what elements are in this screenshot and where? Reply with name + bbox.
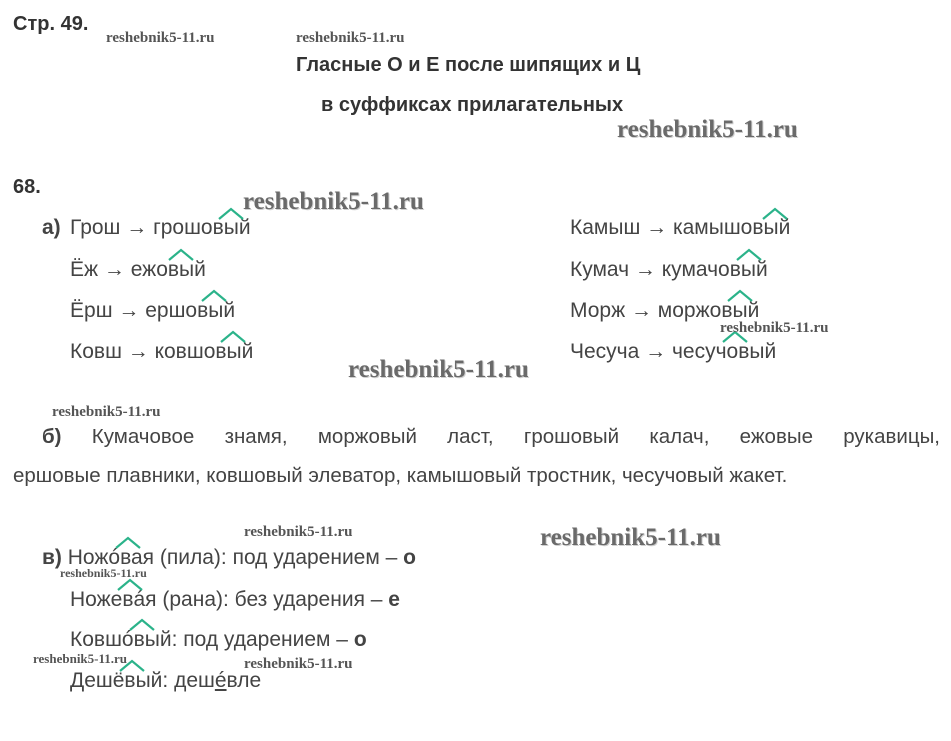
part-a-left-4: Ковш → ковшовый bbox=[70, 340, 254, 363]
suffix-mark-icon bbox=[200, 289, 228, 303]
suffix-mark-icon bbox=[114, 536, 142, 550]
part-c-line4: Дешёвый: дешéвле bbox=[70, 669, 262, 692]
page-number: Стр. 49. bbox=[13, 13, 89, 35]
suffix-mark-icon bbox=[735, 248, 763, 262]
part-a-left-3: Ёрш → ершовый bbox=[70, 299, 236, 322]
part-a-right-3: Морж → моржовый bbox=[570, 299, 760, 322]
watermark: reshebnik5-11.ru bbox=[617, 116, 798, 143]
part-a-left-2: Ёж → ежовый bbox=[70, 258, 206, 281]
part-c-line3: Ковшóвый: под ударением – о bbox=[70, 628, 367, 651]
page-title-line1: Гласные О и Е после шипящих и Ц bbox=[296, 54, 641, 76]
part-a-right-4: Чесуча → чесучовый bbox=[570, 340, 777, 363]
suffix-mark-icon bbox=[217, 207, 245, 221]
watermark: reshebnik5-11.ru bbox=[244, 656, 353, 672]
suffix-mark-icon bbox=[726, 289, 754, 303]
page-title-line2: в суффиксах прилагательных bbox=[321, 94, 624, 116]
watermark: reshebnik5-11.ru bbox=[348, 356, 529, 383]
watermark: reshebnik5-11.ru bbox=[296, 30, 405, 46]
watermark: reshebnik5-11.ru bbox=[52, 404, 161, 420]
watermark: reshebnik5-11.ru bbox=[60, 566, 147, 580]
suffix-mark-icon bbox=[128, 618, 156, 632]
part-b-line2: ершовые плавники, ковшовый элеватор, камышовый тростник, чесучовый жакет. bbox=[13, 464, 788, 487]
part-a-label: а) bbox=[42, 216, 61, 239]
part-c-line2: Ножевáя (рана): без ударения – е bbox=[70, 588, 400, 611]
part-c-line1: в) Ножóвая (пила): под ударением – о bbox=[42, 546, 416, 569]
watermark: reshebnik5-11.ru bbox=[540, 524, 721, 551]
watermark: reshebnik5-11.ru bbox=[33, 651, 128, 666]
suffix-mark-icon bbox=[167, 248, 195, 262]
part-a-right-1: Камыш → камышовый bbox=[570, 216, 791, 239]
watermark: reshebnik5-11.ru bbox=[244, 524, 353, 540]
part-a-left-1: Грош → грошовый bbox=[70, 216, 251, 239]
part-b-line1: б) Кумачовое знамя, моржовый ласт, грошовый калач, ежовые рукавицы, bbox=[42, 425, 940, 448]
watermark: reshebnik5-11.ru bbox=[106, 30, 215, 46]
part-a-right-2: Кумач → кумачовый bbox=[570, 258, 768, 281]
suffix-mark-icon bbox=[761, 207, 789, 221]
watermark: reshebnik5-11.ru bbox=[720, 320, 829, 336]
watermark: reshebnik5-11.ru bbox=[243, 188, 424, 215]
suffix-mark-icon bbox=[219, 330, 247, 344]
exercise-number: 68. bbox=[13, 176, 41, 198]
